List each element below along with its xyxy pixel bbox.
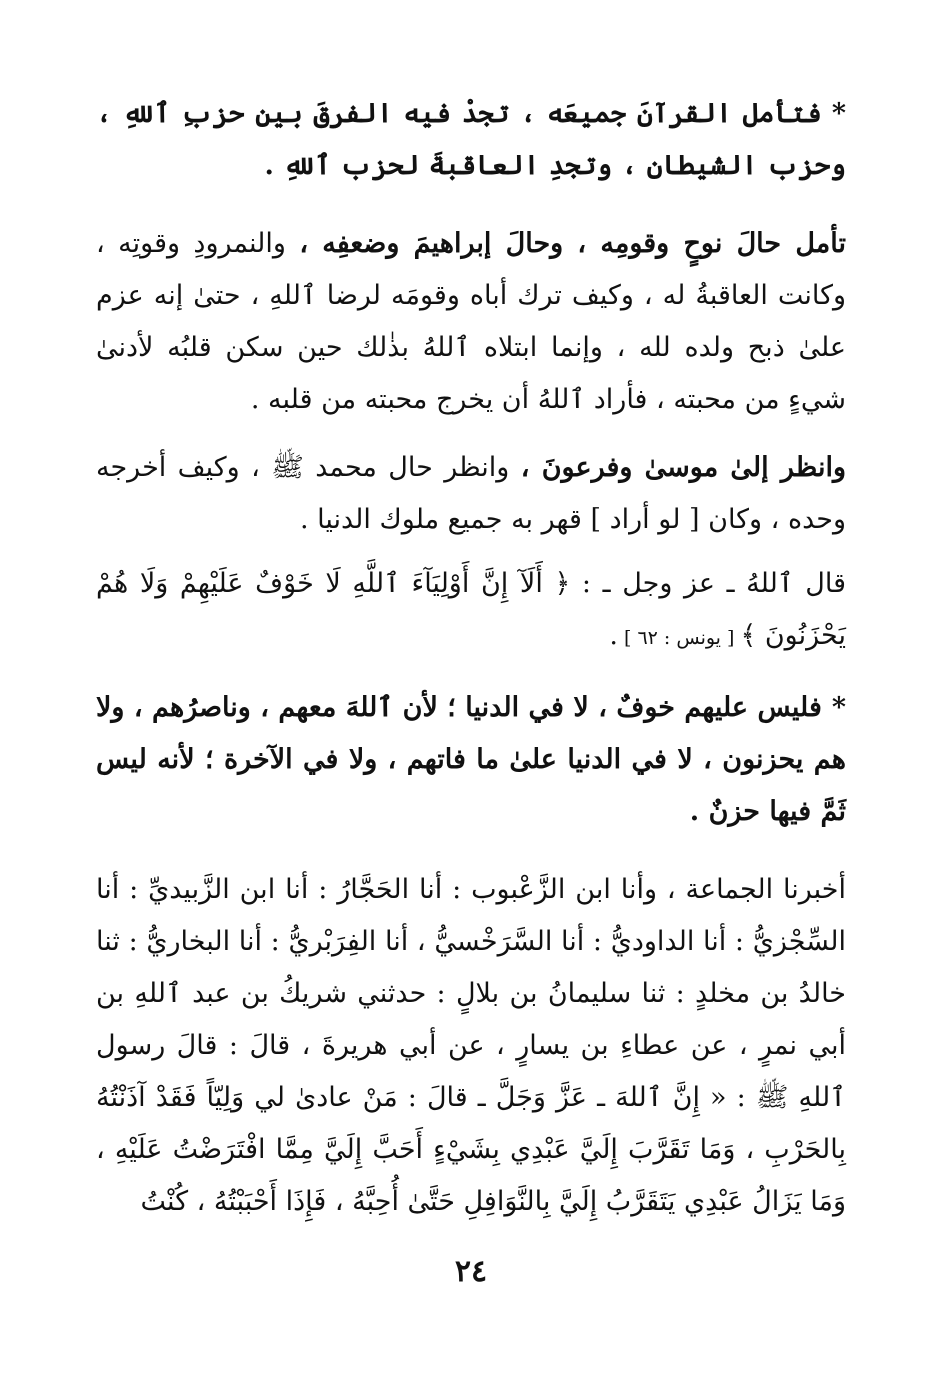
paragraph-reflect-quran	[96, 88, 846, 192]
paragraph-moses-pharaoh	[96, 442, 846, 546]
quran-verse: ﴿ أَلَآ إِنَّ أَوْلِيَآءَ ٱللَّهِ لَا خَوْفٌ عَلَيْهِمْ وَلَا هُمْ يَحْزَنُونَ ﴾	[96, 568, 846, 651]
asterisk-marker: *	[831, 98, 846, 129]
verse-intro: قال ٱللهُ ـ عز وجل ـ :	[570, 568, 847, 599]
paragraph-lead-bold: تأمل حالَ نوحٍ وقومِه ، وحالَ إبراهيمَ وضعفِه ،	[299, 228, 846, 259]
paragraph-text: فتأمل القرآنَ جميعَه ، تجدْ فيه الفرقَ بين حزبِ ٱللهِ ، وحزب الشيطان ، وتجدِ العاقبةَ لحزب ٱللهِ .	[96, 98, 846, 181]
paragraph-text: وانظر حال محمد ﷺ ، وكيف أخرجه وحده ، وكان [ لو أراد ] قهر به جميع ملوك الدنيا .	[96, 452, 846, 535]
asterisk-marker: *	[831, 692, 846, 723]
page-number: ٢٤	[454, 1254, 488, 1289]
verse-end: .	[609, 620, 618, 651]
paragraph-hadith-chain	[96, 864, 846, 1228]
paragraph-text: والنمرودِ وقوتِه ، وكانت العاقبةُ له ، وكيف ترك أباه وقومَه لرضا ٱللهِ ، حتىٰ إنه عزم علىٰ ذبح ولده لله ، وإنما ابتلاه ٱللهُ بذٰلك حين سكن قلبُه لأدنىٰ شيءٍ من محبته ، فأراد ٱللهُ أن يخرج محبته من قلبه .	[96, 228, 846, 415]
paragraph-lead-bold: وانظر إلىٰ موسىٰ وفرعونَ ،	[520, 452, 846, 483]
paragraph-text: فليس عليهم خوفٌ ، لا في الدنيا ؛ لأن ٱللهَ معهم ، وناصرُهم ، ولا هم يحزنون ، لا في الدنيا علىٰ ما فاتهم ، ولا في الآخرة ؛ لأنه ليس ثَمَّ فيها حزنٌ .	[96, 692, 846, 827]
paragraph-noah-abraham	[96, 218, 846, 426]
paragraph-quran-verse	[96, 558, 846, 664]
paragraph-text: أخبرنا الجماعة ، وأنا ابن الزَّعْبوب : أنا الحَجَّارُ : أنا ابن الزَّبيديِّ : أنا السِّجْزيُّ : أنا الداوديُّ : أنا السَّرَخْسيُّ ، أنا الفِرَبْريُّ : أنا البخاريُّ : ثنا خالدُ بن مخلدٍ : ثنا سليمانُ بن بلالٍ : حدثني شريكُ بن عبد ٱللهِ بن أبي نمرٍ ، عن عطاءِ بن يسارٍ ، عن أبي هريرةَ ، قالَ : قالَ رسول ٱللهِ ﷺ : « إِنَّ ٱللهَ ـ عَزَّ وَجَلَّ ـ قالَ : مَنْ عادىٰ لي وَلِيّاً فَقَدْ آذَنْتُهُ بِالحَرْبِ ، وَمَا تَقَرَّبَ إِلَيَّ عَبْدِي بِشَيْءٍ أَحَبَّ إِلَيَّ مِمَّا افْتَرَضْتُ عَلَيْهِ ، وَمَا يَزَالُ عَبْدِي يَتَقَرَّبُ إِلَيَّ بِالنَّوَافِلِ حَتَّىٰ أُحِبَّهُ ، فَإِذَا أَحْبَبْتُهُ ، كُنْتُ	[96, 874, 846, 1217]
verse-reference: [ يونس : ٦٢ ]	[617, 627, 741, 649]
paragraph-no-fear	[96, 682, 846, 838]
